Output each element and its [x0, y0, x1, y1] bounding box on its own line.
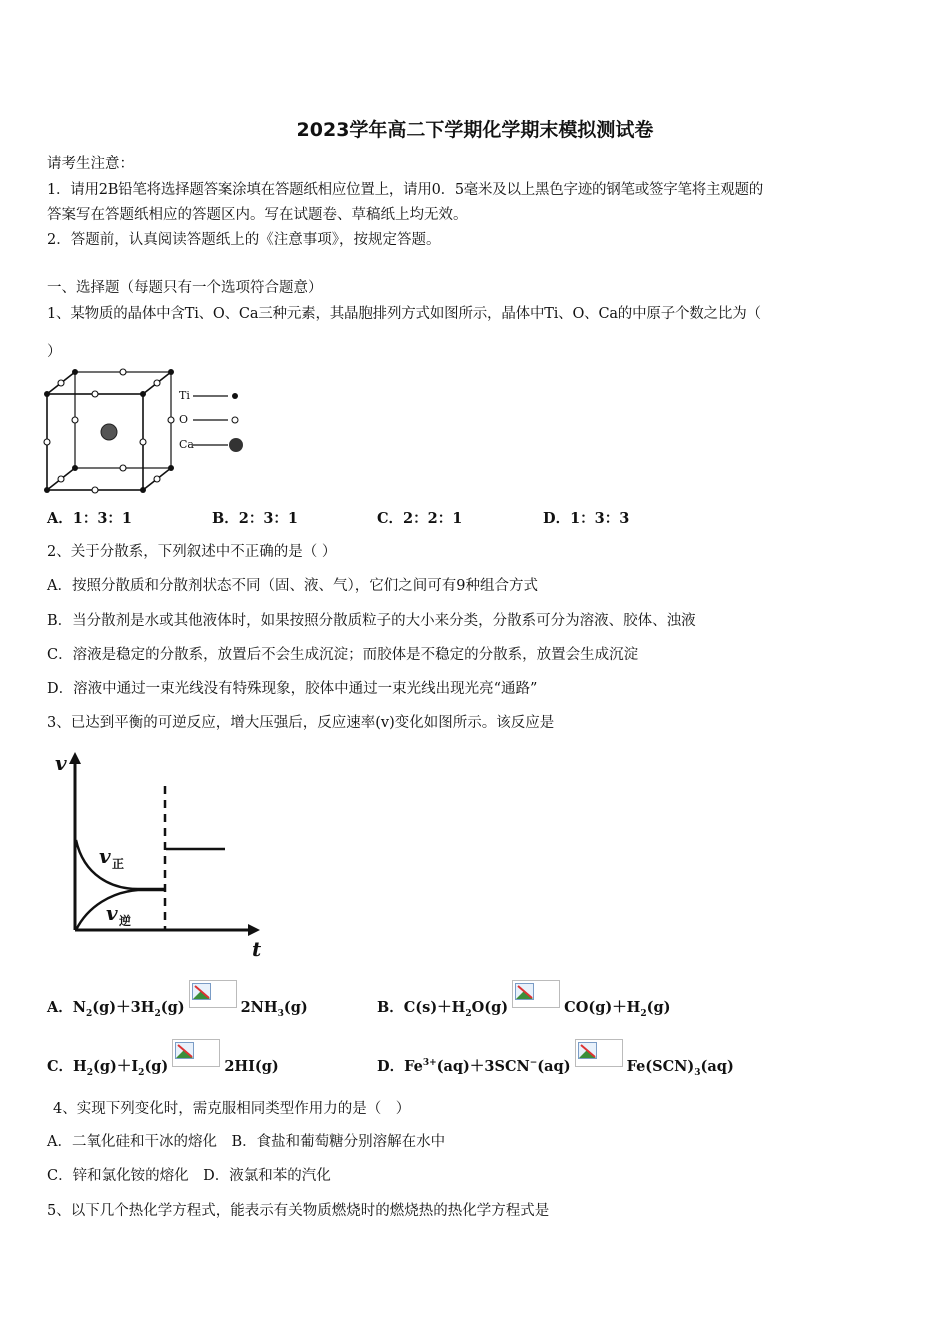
q1-stem: 1、某物质的晶体中含Ti、O、Ca三种元素，其晶胞排列方式如图所示，晶体中Ti、O、Ca的中原子个数之比为（ — [47, 306, 761, 322]
rate-time-graph — [52, 748, 272, 963]
broken-image-icon — [575, 1039, 623, 1067]
q3-option-b[interactable]: B．$C(s)+H_2O(g)$ $CO(g)+H_2(g)$ — [377, 990, 671, 1019]
legend-o: O — [179, 413, 189, 426]
v-forward-label: v — [99, 844, 111, 868]
v-reverse-sub: 逆 — [119, 914, 132, 928]
broken-image-icon — [189, 980, 237, 1008]
q1-option-d[interactable]: D．1：3：3 — [543, 510, 630, 527]
crystal-cell-figure — [42, 366, 252, 498]
notice-line-2: 答案写在答题纸相应的答题区内。写在试题卷、草稿纸上均无效。 — [47, 207, 468, 223]
q3-stem: 3、已达到平衡的可逆反应，增大压强后，反应速率(v)变化如图所示。该反应是 — [47, 715, 555, 731]
q2-option-c[interactable]: C．溶液是稳定的分散系，放置后不会生成沉淀；而胶体是不稳定的分散系，放置会生成沉淀 — [47, 647, 639, 663]
broken-image-icon — [512, 980, 560, 1008]
q4-options-cd[interactable]: C．锌和氯化铵的熔化 D．液氯和苯的汽化 — [47, 1168, 331, 1184]
legend-ca: Ca — [179, 438, 194, 451]
v-reverse-label: v — [106, 901, 118, 925]
axis-t-label: t — [252, 937, 262, 961]
q5-stem: 5、以下几个热化学方程式，能表示有关物质燃烧时的燃烧热的热化学方程式是 — [47, 1203, 550, 1219]
notice-line-1: 1．请用2B铅笔将选择题答案涂填在答题纸相应位置上，请用0．5毫米及以上黑色字迹的钢笔或签字笔将主观题的 — [47, 182, 764, 198]
q3-option-d[interactable]: D．$Fe^{3+}(aq)+3SCN^-(aq)$ $Fe(SCN)_3(aq)$ — [377, 1049, 734, 1078]
notice-line-3: 2．答题前，认真阅读答题纸上的《注意事项》，按规定答题。 — [47, 232, 441, 248]
q1-stem-close: ） — [47, 344, 62, 360]
q4-stem: 4、实现下列变化时，需克服相同类型作用力的是（ ） — [53, 1101, 411, 1117]
section-heading: 一、选择题（每题只有一个选项符合题意） — [47, 280, 323, 296]
q1-option-b[interactable]: B．2：3：1 — [212, 510, 299, 527]
q3-option-a[interactable]: A．$N_2(g)+3H_2(g)$ $2NH_3(g)$ — [47, 990, 308, 1019]
q1-option-c[interactable]: C．2：2：1 — [377, 510, 463, 527]
v-forward-sub: 正 — [112, 857, 125, 871]
q2-option-b[interactable]: B．当分散剂是水或其他液体时，如果按照分散质粒子的大小来分类，分散系可分为溶液、胶体、浊液 — [47, 613, 696, 629]
q1-option-a[interactable]: A．1：3：1 — [47, 510, 133, 527]
q3-option-c[interactable]: C．$H_2(g)+I_2(g)$ 2HI(g) — [47, 1049, 279, 1078]
legend-ti: Ti — [179, 389, 190, 402]
q2-stem: 2、关于分散系，下列叙述中不正确的是（ ） — [47, 544, 337, 560]
q4-options-ab[interactable]: A．二氧化硅和干冰的熔化 B．食盐和葡萄糖分别溶解在水中 — [47, 1134, 446, 1150]
page-title: 2023学年高二下学期化学期末模拟测试卷 — [296, 119, 654, 141]
axis-v-label: v — [55, 751, 67, 775]
notice-heading: 请考生注意： — [47, 156, 134, 172]
broken-image-icon — [172, 1039, 220, 1067]
q2-option-a[interactable]: A．按照分散质和分散剂状态不同（固、液、气），它们之间可有9种组合方式 — [47, 578, 538, 594]
q2-option-d[interactable]: D．溶液中通过一束光线没有特殊现象，胶体中通过一束光线出现光亮“通路” — [47, 681, 538, 697]
